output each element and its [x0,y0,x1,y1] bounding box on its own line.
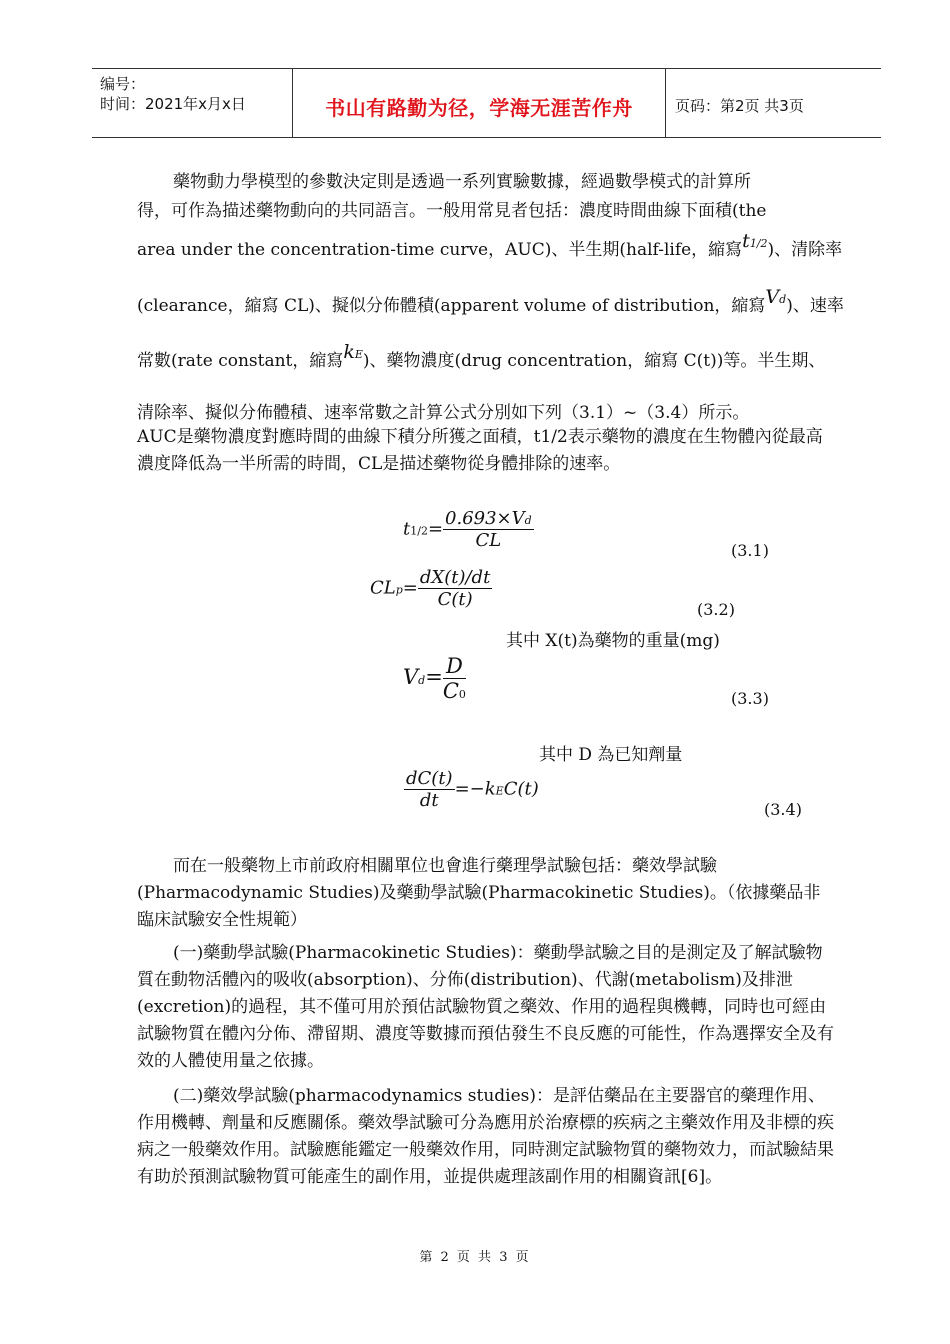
symbol-k: k [343,341,355,363]
paragraph-auc: AUC是藥物濃度對應時間的曲線下積分所獲之面積，t1/2表示藥物的濃度在生物體內從最高濃度降低為一半所需的時間，CL是描述藥物從身體排除的速率。 [137,427,823,474]
eq4-denominator: dt [419,790,439,811]
symbol-vd [765,286,786,308]
para1-line4-text: (clearance，縮寫 CL)、擬似分佈體積(apparent volume of distribution，縮寫 [137,296,766,316]
eq3-note: 其中 D 為已知劑量 [539,745,683,765]
eq3-lhs-sub: d [418,674,426,687]
para1-line1: 藥物動力學模型的參數決定則是透過一系列實驗數據，經過數學模式的計算所 [173,172,751,192]
para1-line3 [137,230,843,260]
eq4-rhs-tail: C(t) [503,778,539,800]
para1-line5 [137,341,826,371]
document-number-label: 编号： [100,75,146,93]
para1-line4-tail: )、速率 [786,296,844,316]
header-page-info: 页码：第2页 共3页 [675,97,804,115]
para1-line3-text: area under the concentration-time curve，AUC)、半生期(half-life，縮寫 [137,240,743,260]
eq3-denominator [443,679,466,703]
page-footer: 第 2 页 共 3 页 [419,1250,531,1265]
eq1-lhs: t [403,518,411,540]
eq2-denominator: C(t) [437,589,473,610]
eq1-denominator: CL [475,530,502,551]
equation-label-3-1: (3.1) [731,541,769,560]
eq4-rhs-sub: E [495,784,504,798]
eq1-numerator [443,508,534,530]
header-page-cell [665,69,881,137]
paragraph-pharmacodynamic: (二)藥效學試驗(pharmacodynamics studies)：是評估藥品在主要器官的藥理作用、作用機轉、劑量和反應關係。藥效學試驗可分為應用於治療標的疾病之主藥效作用及非標的疾病之一般藥效作用。試驗應能鑑定一般藥效作用，同時測定試驗物質的藥物效力，而試驗結果有助於預測試驗物質可能產生的副作用，並提供處理該副作用的相關資訊[6]。 [137,1086,834,1187]
equation-label-3-2: (3.2) [697,600,735,619]
eq2-lhs: CL [370,577,396,599]
header-slogan: 书山有路勤为径，学海无涯苦作舟 [325,96,633,120]
eq1-lhs-sub: 1/2 [410,524,428,538]
symbol-t: t [742,230,750,252]
equation-3-1: t1/2= $\frac{0.693\times Vd}{CL}$ [403,508,532,551]
symbol-t-subscript: 1/2 [749,237,768,250]
eq3-fraction [443,654,466,703]
eq2-note: 其中 X(t)為藥物的重量(mg) [506,631,720,651]
eq4-fraction [404,768,455,811]
para1-line4 [137,286,844,316]
symbol-ke [343,341,363,363]
para1-line5-text: 常數(rate constant，縮寫 [137,351,344,371]
eq4-numerator: dC(t) [406,768,453,789]
para1-line5-tail: )、藥物濃度(drug concentration，縮寫 C(t))等。半生期、 [362,351,826,371]
symbol-v-subscript: d [779,293,787,306]
para1-line3-tail: )、清除率 [767,240,843,260]
equation-label-3-3: (3.3) [731,689,769,708]
header-meta [92,69,292,137]
eq4-rhs: =−k [454,778,496,800]
equation-3-2: CLp= $\frac{dX(t)/dt}{C(t)}$ [370,567,491,610]
document-date: 时间：2021年x月x日 [100,95,246,113]
equation-3-3: Vd= $\frac{D}{C0}$ [403,654,466,703]
eq1-num-text: 0.693×V [445,508,525,529]
symbol-t-half [742,230,767,252]
para1-line6: 清除率、擬似分佈體積、速率常數之計算公式分別如下列（3.1）~（3.4）所示。 [137,403,750,423]
paragraph-pharmacokinetic: (一)藥動學試驗(Pharmacokinetic Studies)：藥動學試驗之目的是測定及了解試驗物質在動物活體內的吸收(absorption)、分佈(distribution)、代謝(metabolism)及排泄(excretion)的過程，其不僅可用於預估試驗物質之藥效、作用的過程與機轉，同時也可經由試驗物質在體內分佈、滯留期、濃度等數據而預估發生不良反應的可能性，作為選擇安全及有效的人體使用量之依據。 [137,943,834,1071]
eq1-fraction [443,508,534,551]
page-header [92,68,881,138]
symbol-k-subscript: E [354,348,363,361]
para1-line2: 得，可作為描述藥物動向的共同語言。一般用常見者包括：濃度時間曲線下面積(the [137,201,767,221]
eq3-den-sub: 0 [458,688,466,701]
eq2-numerator: dX(t)/dt [419,567,491,588]
eq1-num-sub: d [524,514,532,527]
equation-label-3-4: (3.4) [764,800,802,819]
eq3-lhs: V [403,665,419,689]
eq2-lhs-sub: p [395,583,403,597]
eq3-den-text: C [442,679,459,703]
symbol-v: V [765,286,780,308]
eq3-numerator: D [443,654,466,679]
eq2-fraction [418,567,492,610]
paragraph-pharmacology-tests: 而在一般藥物上市前政府相關單位也會進行藥理學試驗包括：藥效學試驗(Pharmacodynamic Studies)及藥動學試驗(Pharmacokinetic Studies)。（依據藥品非臨床試驗安全性規範） [137,856,821,930]
equation-3-4 [404,768,539,811]
header-slogan-cell [292,69,666,137]
